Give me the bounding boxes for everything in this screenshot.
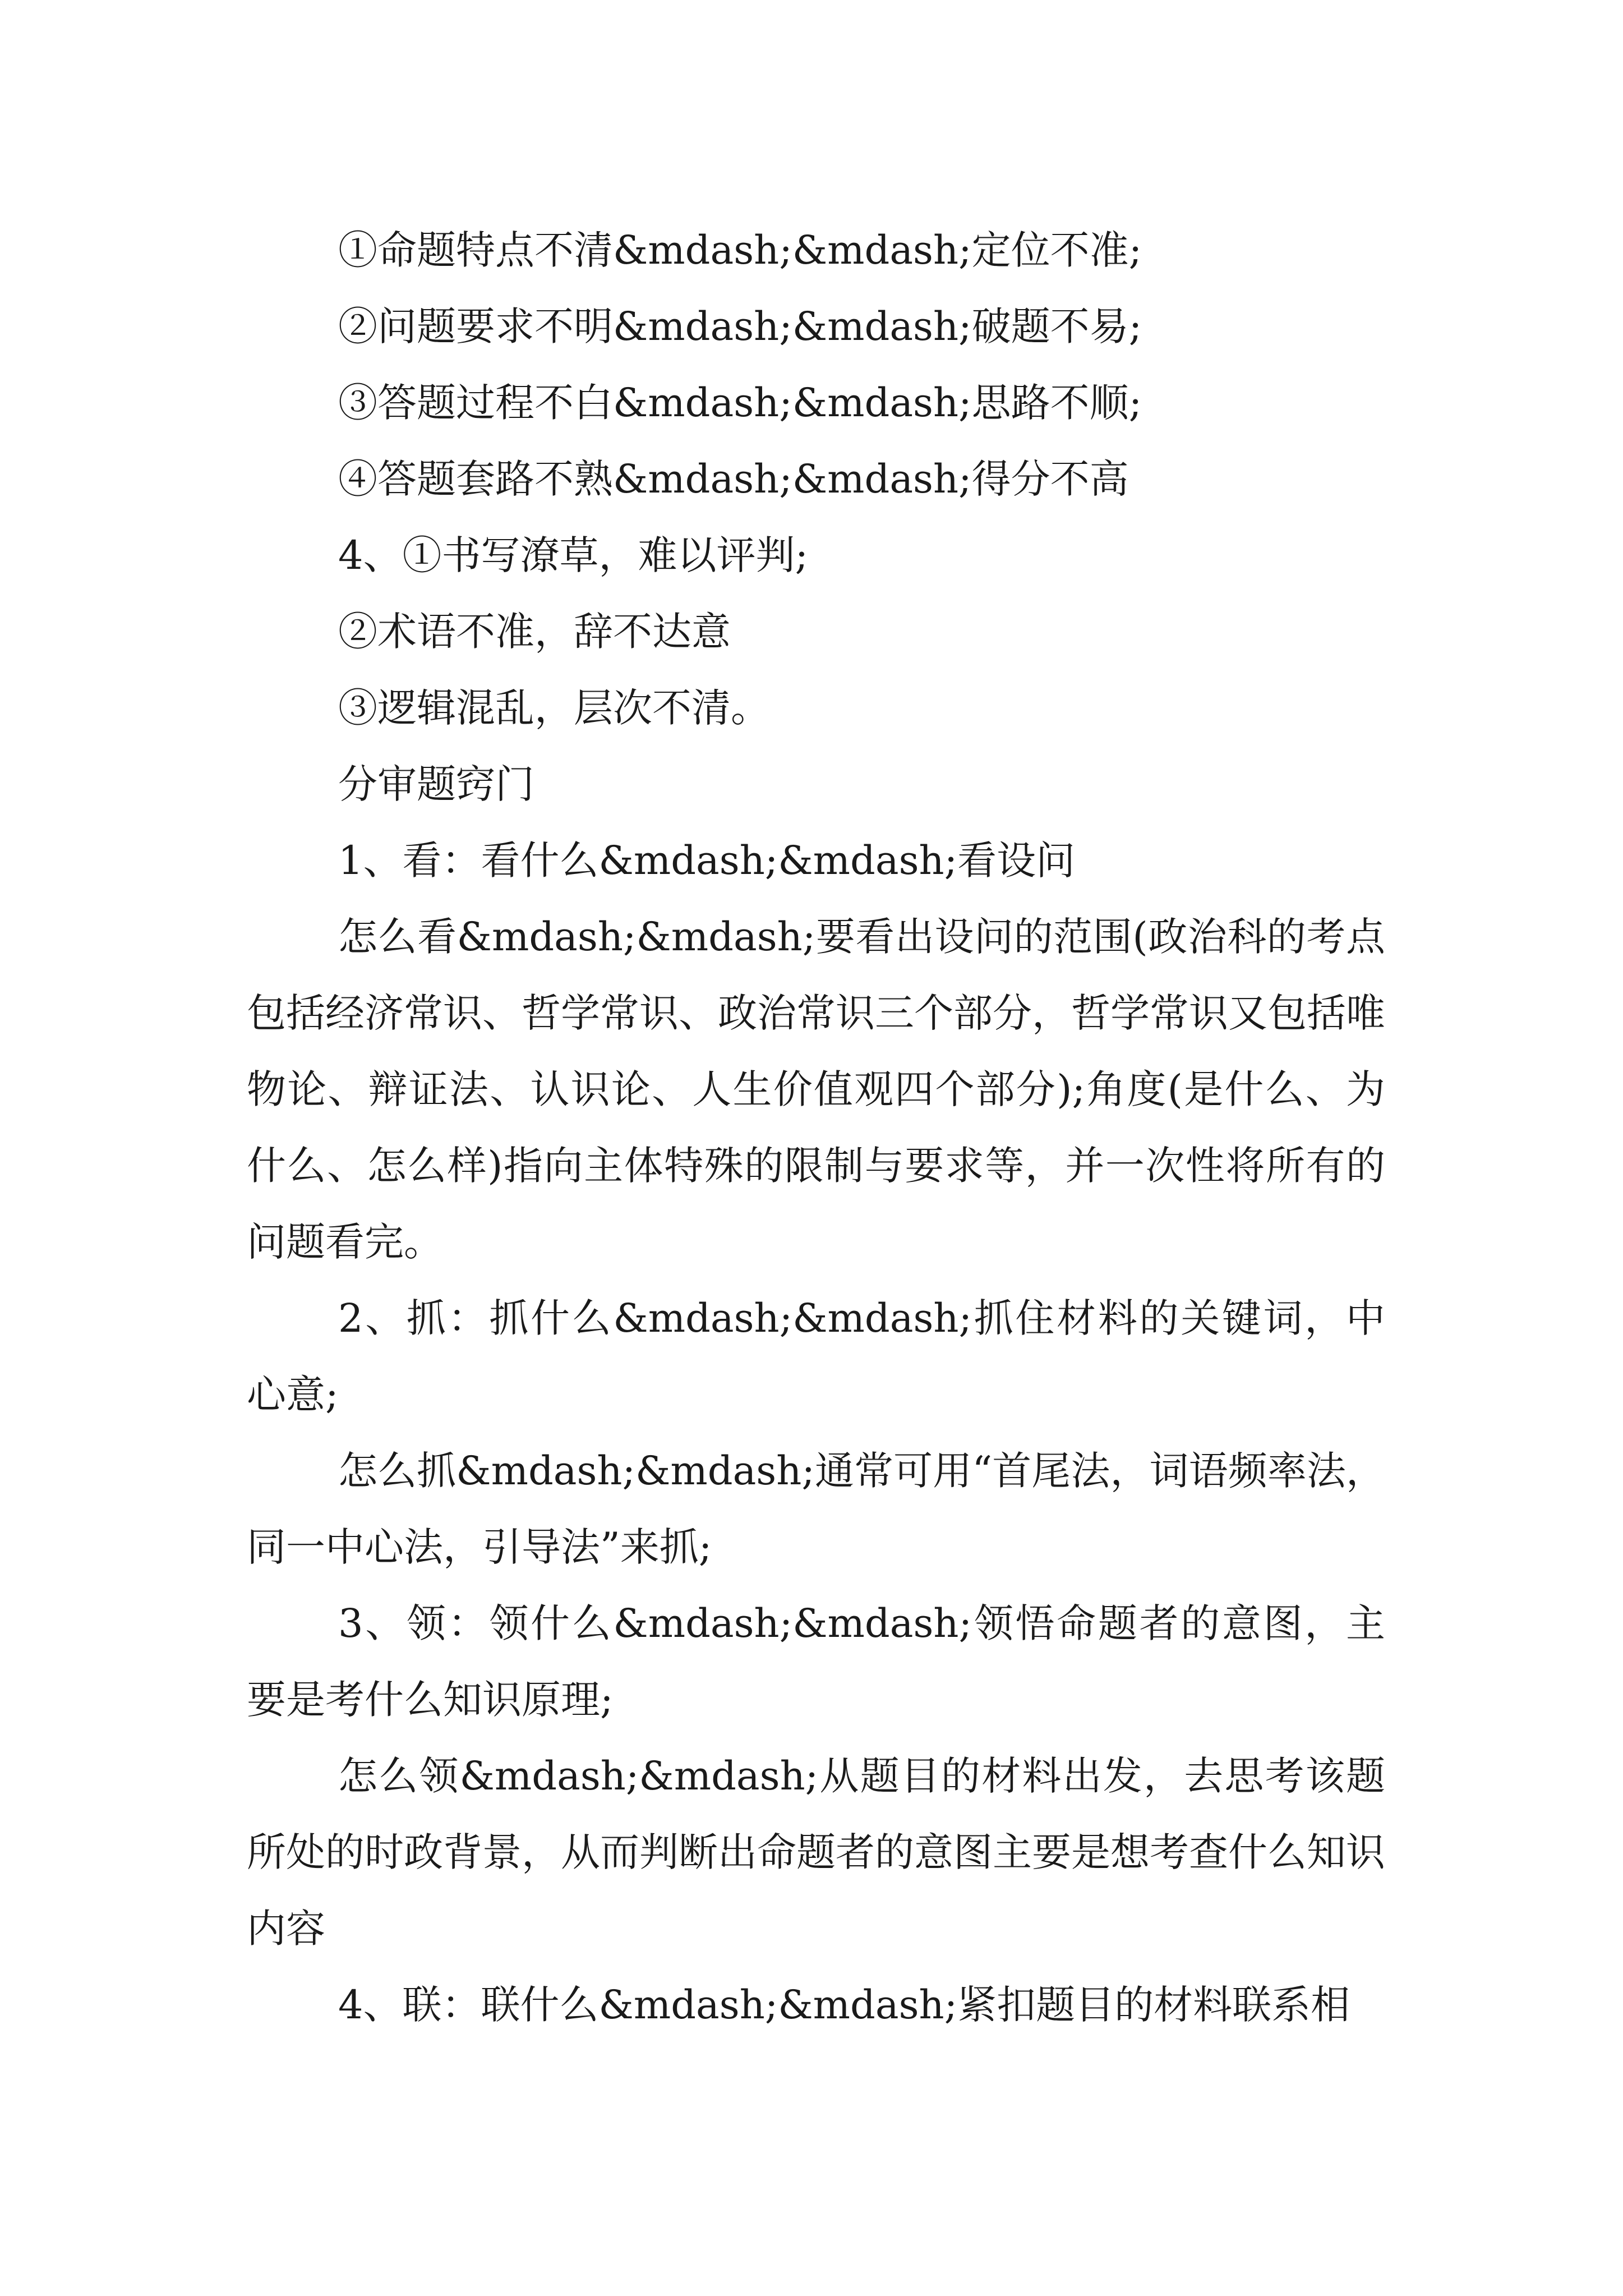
paragraph-12: 怎么抓&mdash;&mdash;通常可用“首尾法，词语频率法，同一中心法，引导法”来抓; (247, 1448, 1385, 1570)
paragraph-8: 分审题窍门 (338, 761, 534, 807)
paragraph-5: 4、①书写潦草，难以评判; (338, 532, 809, 578)
document-body (247, 212, 1385, 2043)
paragraph-3: ③答题过程不白&mdash;&mdash;思路不顺; (338, 380, 1142, 426)
paragraph-13: 3、领：领什么&mdash;&mdash;领悟命题者的意图，主要是考什么知识原理; (247, 1600, 1385, 1723)
paragraph-10: 怎么看&mdash;&mdash;要看出设问的范围(政治科的考点包括经济常识、哲学常识、政治常识三个部分，哲学常识又包括唯物论、辩证法、认识论、人生价值观四个部分);角度(是什么、为什么、怎么样)指向主体特殊的限制与要求等，并一次性将所有的问题看完。 (247, 914, 1385, 1265)
paragraph-4: ④答题套路不熟&mdash;&mdash;得分不高 (338, 456, 1129, 502)
paragraph-15: 4、联：联什么&mdash;&mdash;紧扣题目的材料联系相 (338, 1982, 1350, 2028)
paragraph-14: 怎么领&mdash;&mdash;从题目的材料出发，去思考该题所处的时政背景，从而判断出命题者的意图主要是想考查什么知识内容 (247, 1753, 1385, 1952)
paragraph-7: ③逻辑混乱，层次不清。 (338, 685, 770, 731)
paragraph-2: ②问题要求不明&mdash;&mdash;破题不易; (338, 303, 1142, 349)
paragraph-11: 2、抓：抓什么&mdash;&mdash;抓住材料的关键词，中心意; (247, 1295, 1385, 1418)
paragraph-1: ①命题特点不清&mdash;&mdash;定位不准; (338, 227, 1142, 273)
paragraph-9: 1、看：看什么&mdash;&mdash;看设问 (338, 838, 1076, 884)
paragraph-6: ②术语不准，辞不达意 (338, 609, 731, 655)
